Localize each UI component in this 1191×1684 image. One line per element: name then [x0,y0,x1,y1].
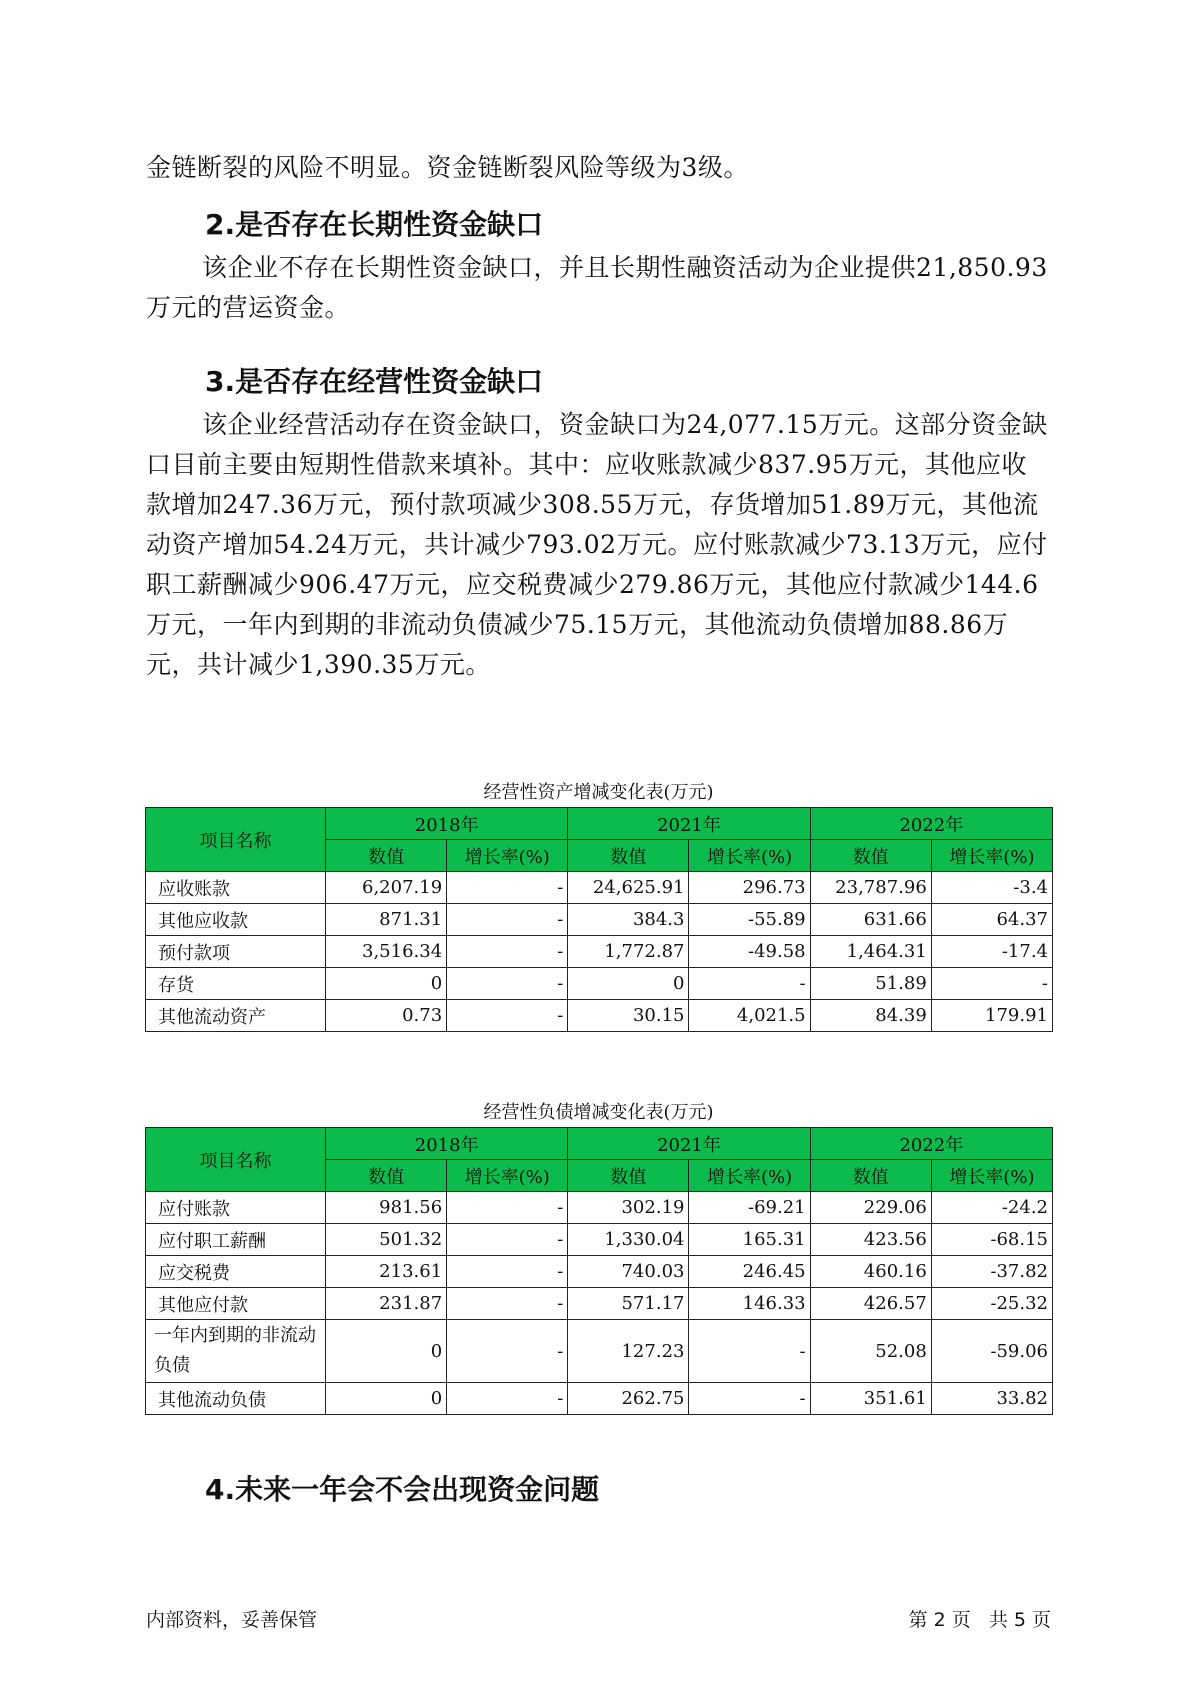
cell: - [447,1383,568,1415]
cell: -3.4 [931,872,1052,904]
table-row [146,936,1053,968]
row-label: 应交税费 [146,1256,326,1288]
cell: - [447,872,568,904]
cell: 51.89 [810,968,931,1000]
row-label: 应付职工薪酬 [146,1224,326,1256]
header-year-2021: 2021年 [568,1128,810,1160]
cell: 64.37 [931,904,1052,936]
cell: 1,772.87 [568,936,689,968]
cell: 0 [326,968,447,1000]
cell: 24,625.91 [568,872,689,904]
row-label: 存货 [146,968,326,1000]
heading-long-term-gap: 2.是否存在长期性资金缺口 [205,208,544,241]
footer-confidential-note: 内部资料，妥善保管 [146,1609,318,1631]
cell: 30.15 [568,1000,689,1032]
header-value: 数值 [326,1160,447,1192]
page-number: 第 2 页 共 5 页 [908,1609,1051,1631]
cell: -55.89 [689,904,810,936]
header-value: 数值 [810,1160,931,1192]
cell: 302.19 [568,1192,689,1224]
paragraph-operating-gap: 该企业经营活动存在资金缺口，资金缺口为24,077.15万元。这部分资金缺口目前主要由短期性借款来填补。其中：应收账款减少837.95万元，其他应收款增加247.36万元，预付款项减少308.55万元，存货增加51.89万元，其他流动资产增加54.24万元，共计减少793.02万元。应付账款减少73.13万元，应付职工薪酬减少906.47万元，应交税费减少279.86万元，其他应付款减少144.6万元，一年内到期的非流动负债减少75.15万元，其他流动负债增加88.86万元，共计减少1,390.35万元。 [146,410,1048,679]
cell: 740.03 [568,1256,689,1288]
cell: 165.31 [689,1224,810,1256]
cell: 84.39 [810,1000,931,1032]
cell: -59.06 [931,1320,1052,1383]
cell: - [447,968,568,1000]
row-label: 应收账款 [146,872,326,904]
header-year-2021: 2021年 [568,808,810,840]
cell: - [447,1000,568,1032]
cell: 0.73 [326,1000,447,1032]
cell: - [447,904,568,936]
cell: - [689,968,810,1000]
cell: 3,516.34 [326,936,447,968]
cell: 146.33 [689,1288,810,1320]
cell: 52.08 [810,1320,931,1383]
cell: - [447,1256,568,1288]
table-row [146,1320,1053,1383]
header-growth: 增长率(%) [931,1160,1052,1192]
table-row [146,1192,1053,1224]
cell: 0 [326,1383,447,1415]
header-value: 数值 [326,840,447,872]
cell: 571.17 [568,1288,689,1320]
header-growth: 增长率(%) [931,840,1052,872]
table-row [146,872,1053,904]
cell: 426.57 [810,1288,931,1320]
liabilities-table [145,1127,1053,1415]
heading-operating-gap: 3.是否存在经营性资金缺口 [205,365,544,398]
cell: 871.31 [326,904,447,936]
header-item-name: 项目名称 [146,1128,326,1192]
row-label: 一年内到期的非流动负债 [146,1320,326,1383]
table-row [146,968,1053,1000]
cell: - [689,1383,810,1415]
cell: 631.66 [810,904,931,936]
cell: -17.4 [931,936,1052,968]
row-label: 应付账款 [146,1192,326,1224]
cell: 246.45 [689,1256,810,1288]
cell: - [447,1288,568,1320]
cell: 127.23 [568,1320,689,1383]
cell: - [447,1192,568,1224]
header-year-2018: 2018年 [326,808,568,840]
cell: 423.56 [810,1224,931,1256]
cell: 262.75 [568,1383,689,1415]
header-growth: 增长率(%) [689,1160,810,1192]
paragraph-continuation: 金链断裂的风险不明显。资金链断裂风险等级为3级。 [146,153,749,182]
cell: 351.61 [810,1383,931,1415]
header-year-2022: 2022年 [810,1128,1052,1160]
cell: 179.91 [931,1000,1052,1032]
cell: 296.73 [689,872,810,904]
assets-table-caption: 经营性资产增减变化表(万元) [483,782,714,803]
row-label: 其他流动资产 [146,1000,326,1032]
cell: 460.16 [810,1256,931,1288]
cell: 0 [326,1320,447,1383]
header-growth: 增长率(%) [447,1160,568,1192]
cell: 501.32 [326,1224,447,1256]
row-label: 其他流动负债 [146,1383,326,1415]
header-growth: 增长率(%) [447,840,568,872]
header-value: 数值 [568,840,689,872]
header-value: 数值 [810,840,931,872]
cell: - [447,1320,568,1383]
cell: - [447,1224,568,1256]
cell: -25.32 [931,1288,1052,1320]
cell: 0 [568,968,689,1000]
cell: 4,021.5 [689,1000,810,1032]
liabilities-table-caption: 经营性负债增减变化表(万元) [483,1102,714,1123]
paragraph-long-term-gap: 该企业不存在长期性资金缺口，并且长期性融资活动为企业提供21,850.93万元的营运资金。 [146,253,1048,322]
header-year-2018: 2018年 [326,1128,568,1160]
cell: 6,207.19 [326,872,447,904]
table-row [146,1256,1053,1288]
cell: -37.82 [931,1256,1052,1288]
cell: 23,787.96 [810,872,931,904]
cell: 231.87 [326,1288,447,1320]
cell: 981.56 [326,1192,447,1224]
row-label: 其他应付款 [146,1288,326,1320]
cell: 384.3 [568,904,689,936]
table-row [146,1288,1053,1320]
table-row [146,1000,1053,1032]
row-label: 预付款项 [146,936,326,968]
cell: 229.06 [810,1192,931,1224]
cell: 1,330.04 [568,1224,689,1256]
row-label: 其他应收款 [146,904,326,936]
cell: 1,464.31 [810,936,931,968]
assets-table [145,807,1053,1032]
cell: -24.2 [931,1192,1052,1224]
header-value: 数值 [568,1160,689,1192]
cell: - [447,936,568,968]
table-row [146,1224,1053,1256]
header-growth: 增长率(%) [689,840,810,872]
table-row [146,1383,1053,1415]
cell: - [689,1320,810,1383]
table-row [146,904,1053,936]
cell: -49.58 [689,936,810,968]
cell: -68.15 [931,1224,1052,1256]
cell: 33.82 [931,1383,1052,1415]
heading-next-year: 4.未来一年会不会出现资金问题 [205,1473,600,1506]
header-item-name: 项目名称 [146,808,326,872]
cell: - [931,968,1052,1000]
cell: 213.61 [326,1256,447,1288]
header-year-2022: 2022年 [810,808,1052,840]
cell: -69.21 [689,1192,810,1224]
